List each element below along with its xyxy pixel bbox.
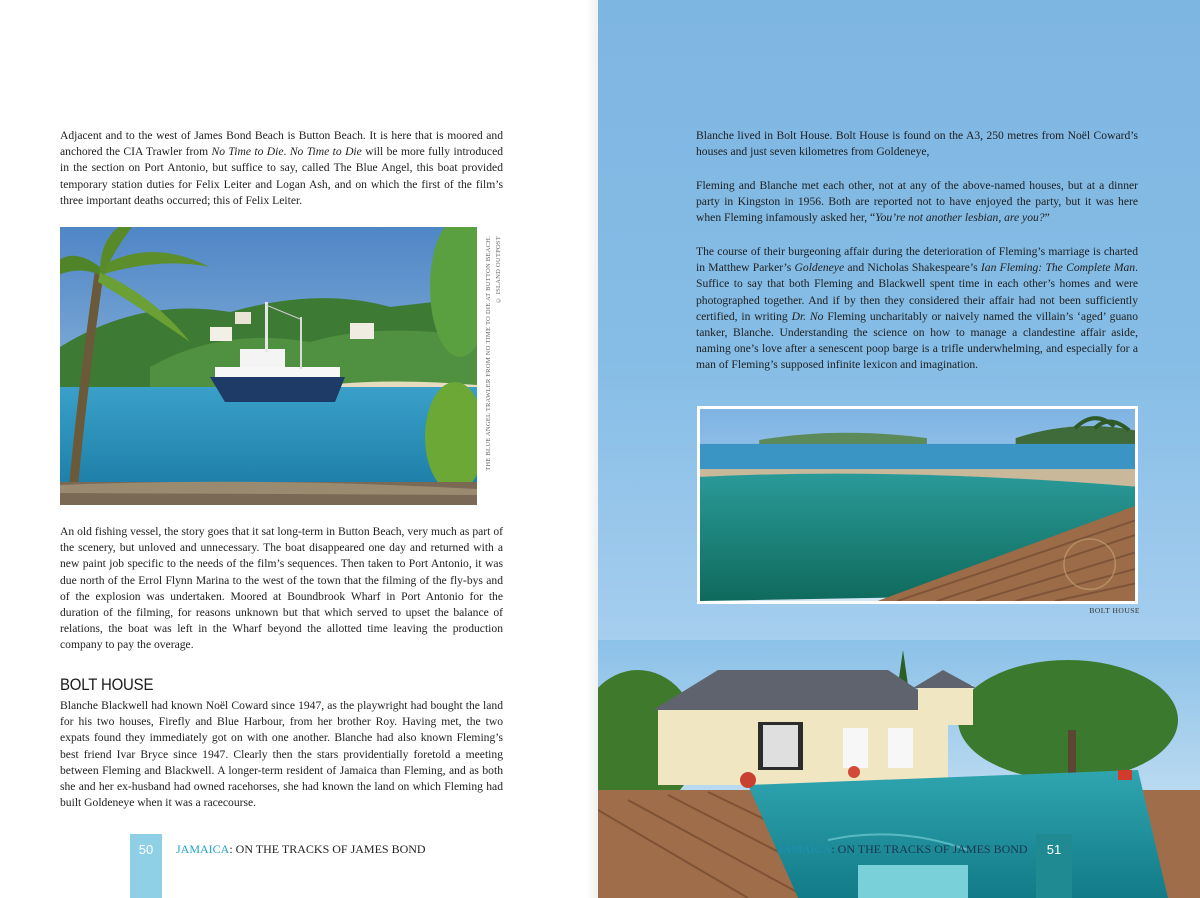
vessel-paragraph: An old fishing vessel, the story goes that it sat long-term in Button Beach, very much as part of the scenery, but unloved and unnecessary. The boat disappeared one day and returned with a new paint job specific to the needs of the film’s sequences. Then taken to Port Antonio, it was due north of the Errol Flynn Marina to the west of the town that the filming of the fly-bys and of the explosion was undertaken. Moored at Boundbrook Wharf in Port Antonio for the duration of the filming, for reasons unknown but that which served to upset the balance of relations, the boat was left in the Wharf beyond the allotted time leaving the production company to pay the overage. (60, 525, 503, 652)
left-page (0, 0, 598, 898)
intro-paragraph: Adjacent and to the west of James Bond Beach is Button Beach. It is here that is moored and anchored the CIA Trawler from No Time to Die. No Time to Die will be more fully introduced in the section on Port Antonio, but suffice to say, called The Blue Angel, this boat provided temporary station duties for Felix Leiter and Logan Ash, and on which the first of the film’s three important deaths occurred; this of Felix Leiter. (60, 129, 504, 207)
bolt-house-paragraph: Blanche Blackwell had known Noël Coward since 1947, as the playwright had bought the land for his two houses, Firefly and Blue Harbour, from her brother Roy. Having met, the two expats found they immediately got on with one another. Blanche had also known Fleming’s best friend Ivar Bryce since 1947. Clearly then the stars providentially foretold a meeting between Fleming and Blackwell. A longer-term resident of Jamaica than Fleming, and as both she and her ex-husband had owned racehorses, she had known the land on which Fleming had built Goldeneye when it was a racecourse. (60, 699, 503, 810)
trawler-photo (60, 227, 477, 505)
running-head-right: JAMAICA: ON THE TRACKS OF JAMES BOND (778, 842, 1028, 856)
infinity-pool-photo (697, 406, 1138, 604)
section-heading: BOLT HOUSE (60, 675, 154, 694)
right-page (598, 0, 1200, 898)
para-affair: The course of their burgeoning affair during the deterioration of Fleming’s marriage is charted in Matthew Parker’s Goldeneye and Nicholas Shakespeare’s Ian Fleming: The Complete Man. Suffice to say that both Fleming and Blackwell spent time in each other’s homes and were photographed together. And if by then they considered their affair had not been sufficiently certified, in writing Dr. No Fleming uncharitably or naively named the villain’s ‘aged’ guano tanker, Blanche. Understanding the science on how to manage a clandestine affair aside, naming one’s love after a senescent poop barge is a trifle underwhelming, and especially for a man of Fleming’s supposed infinite lexicon and imagination. (696, 245, 1139, 372)
gutter-shadow (586, 0, 598, 898)
photo-credit: THE BLUE ANGEL TRAWLER FROM NO TIME TO DIE AT BUTTON BEACH. © ISLAND OUTPOST (485, 236, 502, 471)
para-bolt-house-location: Blanche lived in Bolt House. Bolt House is found on the A3, 250 metres from Noël Coward’s houses and just seven kilometres from Goldeneye, (696, 129, 1138, 159)
page-number-left: 50 (130, 834, 162, 898)
para-dinner-party: Fleming and Blanche met each other, not at any of the above-named houses, but at a dinner party in Kingston in 1956. Both are reported not to have enjoyed the party, but it was here when Fleming infamously asked her, “You’re not another lesbian, are you?” (696, 179, 1138, 225)
villa-pool-photo (598, 640, 1200, 898)
running-head-left: JAMAICA: ON THE TRACKS OF JAMES BOND (176, 842, 426, 856)
photo-caption: BOLT HOUSE (1089, 606, 1140, 615)
page-number-right: 51 (1036, 834, 1072, 898)
